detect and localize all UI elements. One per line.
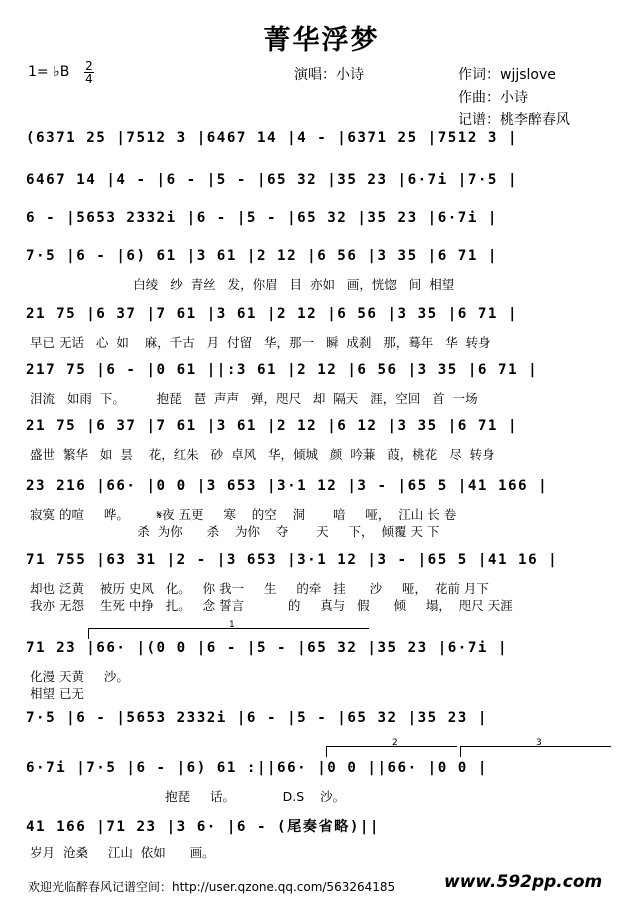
notes: 41 166 |71 23 |3 6· |6 - (尾奏省略)|| (26, 819, 380, 835)
notes: (6371 25 |7512 3 |6467 14 |4 - |6371 25 |7512 3 | (26, 130, 519, 146)
key-signature: 1= ♭B (28, 64, 70, 80)
score-line-5 (0, 306, 643, 368)
time-signature-top: 2 (85, 59, 93, 73)
notes: 6·7i |7·5 |6 - |6) 61 :||66· |0 0 ||66· |0 0 | (26, 760, 488, 776)
score-line-9 (0, 552, 643, 614)
footer-site-logo: www.592pp.com (444, 872, 603, 892)
notes: 6 - |5653 2332i |6 - |5 - |65 32 |35 23 |6·7i | (26, 210, 498, 226)
notes: 23 216 |66· |0 0 |3 653 |3·1 12 |3 - |65 5 |41 166 | (26, 478, 549, 494)
lyrics: 杀 为你 杀 为你 夺 天 下， 倾覆 天 下 (30, 524, 440, 539)
score-line-8 (0, 478, 643, 540)
lyrics: 寂寞 的喧 哗。 𝄋夜 五更 寒 的空 洞 喑 哑， 江山 长 卷 (30, 507, 457, 522)
singer: 演唱：小诗 (294, 67, 364, 83)
song-title: 菁华浮梦 (263, 25, 380, 56)
notes: 71 755 |63 31 |2 - |3 653 |3·1 12 |3 - |65 5 |41 16 | (26, 552, 559, 568)
notes: 6467 14 |4 - |6 - |5 - |65 32 |35 23 |6·7i |7·5 | (26, 172, 519, 188)
time-signature (84, 60, 94, 85)
lyrics: 我亦 无怨 生死 中挣 扎。 念 誓言 的 真与 假 倾 塌， 咫尺 天涯 (30, 598, 513, 613)
lyrics: 岁月 沧桑 江山 依如 画。 (30, 845, 215, 860)
composer: 作曲：小诗 (458, 90, 528, 106)
lyrics: 抱琵 话。 D.S 沙。 (30, 789, 346, 804)
lyricist: 作词：wjjslove (458, 67, 556, 83)
score-line-10 (0, 620, 643, 702)
lyrics: 盛世 繁华 如 昙 花，红朱 砂 卓风 华，倾城 颜 吟蒹 葭，桃花 尽 转身 (30, 447, 495, 462)
lyrics: 早已 无话 心 如 麻，千古 月 付留 华，那一 瞬 成刹 那，蓦年 华 转身 (30, 335, 491, 350)
footer-text: 欢迎光临醉春风记谱空间：http://user.qzone.qq.com/563264185 (28, 880, 396, 894)
score-line-6 (0, 362, 643, 424)
notes: 21 75 |6 37 |7 61 |3 61 |2 12 |6 56 |3 35 |6 71 | (26, 306, 519, 322)
notes: 71 23 |66· |(0 0 |6 - |5 - |65 32 |35 23 |6·7i | (26, 640, 508, 656)
lyrics: 泪流 如雨 下。 抱琵 琶 声声 弹，咫尺 却 隔天 涯，空回 首 一场 (30, 391, 478, 406)
notes: 21 75 |6 37 |7 61 |3 61 |2 12 |6 12 |3 35 |6 71 | (26, 418, 519, 434)
time-signature-bottom: 4 (85, 72, 93, 86)
score-line-13 (0, 816, 643, 878)
notes: 7·5 |6 - |6) 61 |3 61 |2 12 |6 56 |3 35 |6 71 | (26, 248, 498, 264)
volta-3: 3 (460, 746, 611, 757)
lyrics: 相望 已无 (30, 686, 84, 701)
score-line-4 (0, 248, 643, 310)
volta-1: 1 (88, 628, 369, 639)
lyrics: 白绫 纱 青丝 发，你眉 目 亦如 画，恍惚 间 相望 (30, 277, 455, 292)
notes: 217 75 |6 - |0 61 ||:3 61 |2 12 |6 56 |3 35 |6 71 | (26, 362, 539, 378)
notes: 7·5 |6 - |5653 2332i |6 - |5 - |65 32 |35 23 | (26, 710, 488, 726)
lyrics: 化漫 天黄 沙。 (30, 669, 129, 684)
lyrics: 却也 泛黄 被历 史风 化。 你 我一 生 的牵 挂 沙 哑， 花前 月下 (30, 581, 489, 596)
score-line-7 (0, 418, 643, 480)
score-line-12 (0, 738, 643, 822)
transcriber: 记谱：桃李醉春风 (458, 112, 570, 128)
volta-2: 2 (326, 746, 457, 757)
